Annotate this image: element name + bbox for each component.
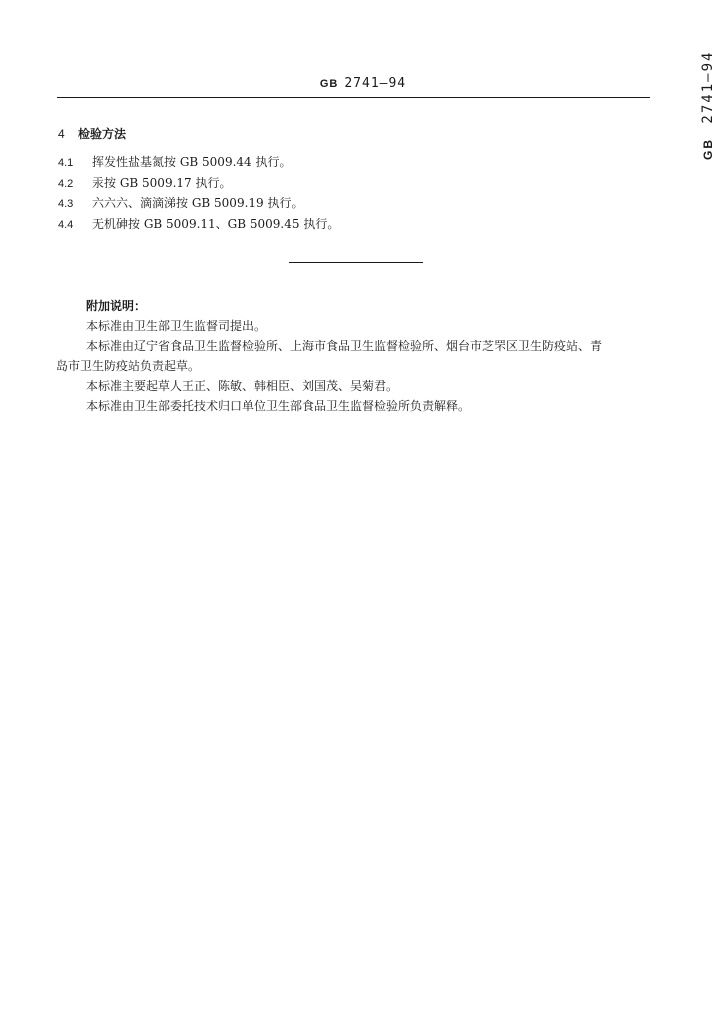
header-gb-label: GB — [319, 78, 339, 90]
method-item — [58, 193, 339, 214]
method-item — [58, 173, 339, 194]
method-number: 4.3 — [58, 198, 74, 210]
header-rule — [57, 97, 650, 98]
method-item — [58, 214, 339, 235]
notes-proposer: 本标准由卫生部卫生监督司提出。 — [86, 319, 267, 333]
header-standard-number: 2741—94 — [344, 76, 407, 91]
section-title: 检验方法 — [78, 127, 127, 141]
method-text: 六六六、滴滴涕按 GB 5009.19 执行。 — [92, 196, 304, 210]
method-number: 4.2 — [58, 177, 74, 190]
notes-title: 附加说明： — [86, 299, 147, 313]
notes-drafting-units — [58, 336, 658, 376]
method-number: 4.4 — [58, 218, 74, 231]
additional-notes — [58, 296, 658, 416]
method-text: 挥发性盐基氮按 GB 5009.44 执行。 — [92, 155, 292, 169]
section-number: 4 — [58, 127, 65, 141]
method-text: 无机砷按 GB 5009.11、GB 5009.45 执行。 — [92, 216, 340, 231]
notes-drafting-units-line2: 岛市卫生防疫站负责起草。 — [56, 359, 201, 373]
notes-interpretation: 本标准由卫生部委托技术归口单位卫生部食品卫生监督检验所负责解释。 — [86, 399, 471, 413]
notes-drafters: 本标准主要起草人王正、陈敏、韩相臣、刘国茂、吴菊君。 — [86, 379, 399, 393]
header-standard-code — [0, 76, 726, 91]
side-standard-number: 2741—94 — [700, 50, 716, 124]
side-standard-code — [700, 50, 724, 160]
notes-drafting-units-line1: 本标准由辽宁省食品卫生监督检验所、上海市食品卫生监督检验所、烟台市芝罘区卫生防疫站、青 — [86, 339, 603, 353]
method-text: 汞按 GB 5009.17 执行。 — [92, 175, 232, 190]
section-heading — [58, 125, 126, 142]
method-list — [58, 152, 339, 234]
end-of-text-rule — [289, 262, 423, 263]
side-gb-label: GB — [701, 138, 715, 160]
method-item — [58, 152, 339, 173]
method-number: 4.1 — [58, 157, 74, 169]
